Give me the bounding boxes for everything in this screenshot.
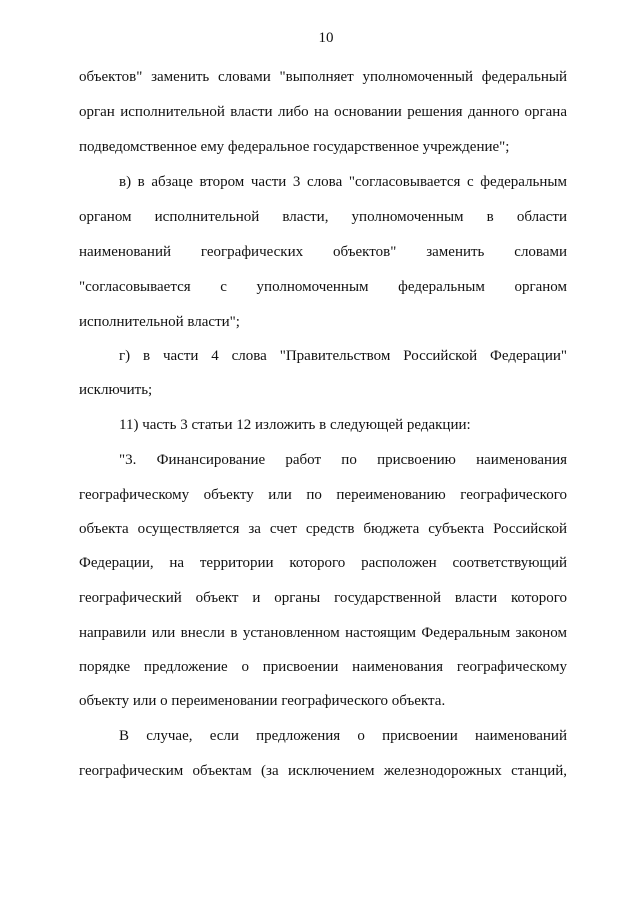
text-line: объекта осуществляется за счет средств бюджета субъекта Российской — [79, 521, 567, 537]
text-line: "3. Финансирование работ по присвоению наименования — [119, 452, 567, 468]
text-line: Федерации, на территории которого расположен соответствующий — [79, 555, 567, 571]
text-line: географический объект и органы государственной власти которого — [79, 590, 567, 606]
text-line: органом исполнительной власти, уполномоченным в области — [79, 209, 567, 225]
text-line: направили или внесли в установленном настоящим Федеральным законом — [79, 625, 567, 641]
text-line: "согласовывается с уполномоченным федеральным органом — [79, 279, 567, 295]
text-line: объектов" заменить словами "выполняет уполномоченный федеральный — [79, 69, 567, 85]
text-line: исполнительной власти"; — [79, 314, 240, 330]
text-line: г) в части 4 слова "Правительством Российской Федерации" — [119, 348, 567, 364]
text-line: орган исполнительной власти либо на основании решения данного органа — [79, 104, 567, 120]
text-line: 11) часть 3 статьи 12 изложить в следующей редакции: — [119, 417, 471, 433]
text-line: географическому объекту или по переименованию географического — [79, 487, 567, 503]
text-line: объекту или о переименовании географического объекта. — [79, 693, 446, 709]
text-line: в) в абзаце втором части 3 слова "согласовывается с федеральным — [119, 174, 567, 190]
text-line: В случае, если предложения о присвоении наименований — [119, 728, 567, 744]
text-line: географическим объектам (за исключением железнодорожных станций, — [79, 763, 567, 779]
page-number: 10 — [318, 30, 334, 46]
text-line: подведомственное ему федеральное государственное учреждение"; — [79, 139, 510, 155]
text-line: порядке предложение о присвоении наименования географическому — [79, 659, 567, 675]
text-line: исключить; — [79, 382, 153, 398]
text-line: наименований географических объектов" заменить словами — [79, 244, 567, 260]
